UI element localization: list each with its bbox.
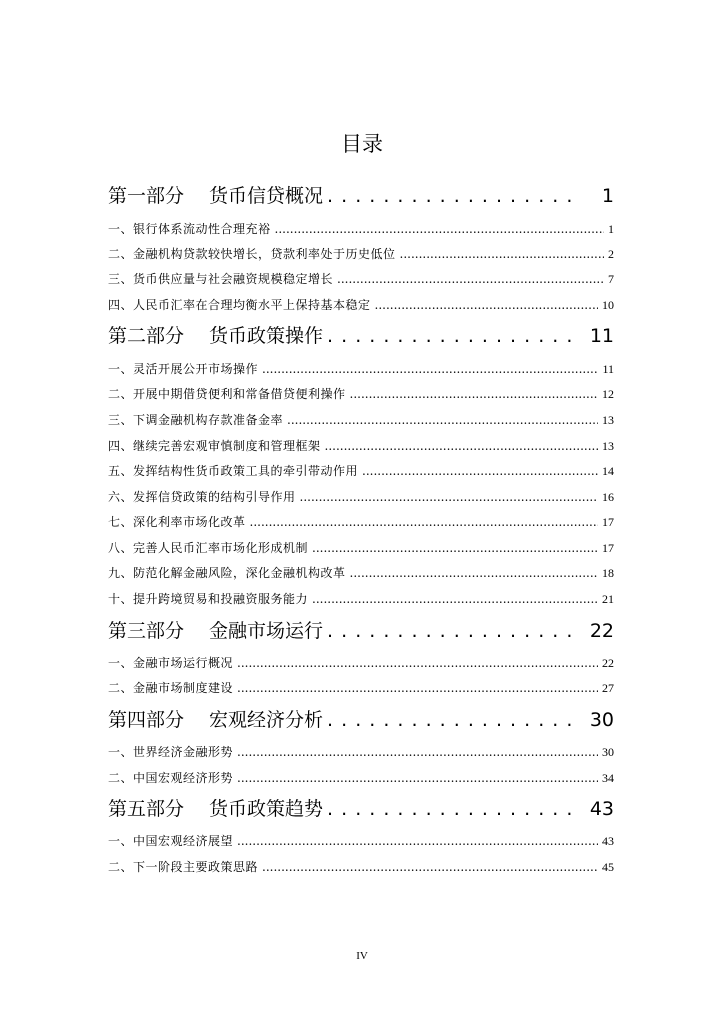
section-page-number: 22 [602,656,614,670]
toc-section-3-2[interactable] [108,679,614,697]
dot-leader [262,360,598,378]
part-page-number: 1 [601,185,614,207]
section-page-number: 13 [602,439,614,453]
dot-leader [250,513,598,531]
dot-leader [325,437,598,455]
dot-leader [312,539,598,557]
toc-section-5-1[interactable] [108,832,614,850]
dot-leader [327,618,580,644]
part-number: 第五部分 [108,798,185,820]
toc-section-4-2[interactable] [108,769,614,787]
dot-leader [327,323,580,349]
section-title: 三、货币供应量与社会融资规模稳定增长 [108,272,334,286]
dot-leader [237,654,598,672]
toc-section-2-8[interactable] [108,539,614,557]
part-title: 金融市场运行 [209,620,324,642]
dot-leader [350,564,598,582]
section-title: 六、发挥信贷政策的结构引导作用 [108,490,296,504]
section-page-number: 14 [602,464,614,478]
section-title: 二、下一阶段主要政策思路 [108,860,259,874]
toc-part-label [108,707,323,733]
section-page-number: 21 [602,592,614,606]
section-title: 七、深化利率市场化改革 [108,515,246,529]
part-number: 第二部分 [108,325,185,347]
toc-section-3-1[interactable] [108,654,614,672]
toc-part-label [108,323,323,349]
part-title: 货币政策趋势 [209,798,324,820]
toc-section-1-1[interactable] [108,220,614,238]
section-page-number: 13 [602,413,614,427]
page-title: 目录 [341,132,383,156]
section-page-number: 10 [602,298,614,312]
section-title: 一、中国宏观经济展望 [108,834,234,848]
section-page-number: 17 [602,541,614,555]
part-number: 第四部分 [108,709,185,731]
dot-leader [262,858,598,876]
toc-section-2-9[interactable] [108,564,614,582]
dot-leader [312,590,598,608]
toc-part-label [108,796,323,822]
section-page-number: 43 [602,834,614,848]
section-title: 四、人民币汇率在合理均衡水平上保持基本稳定 [108,298,371,312]
section-page-number: 1 [608,222,614,236]
section-page-number: 11 [602,362,614,376]
section-page-number: 16 [602,490,614,504]
section-title: 三、下调金融机构存款准备金率 [108,413,284,427]
section-title: 一、世界经济金融形势 [108,745,234,759]
toc-part-label [108,183,323,209]
page-number-footer: IV [356,950,368,962]
part-page-number: 11 [589,325,614,347]
part-title: 货币信贷概况 [209,185,324,207]
dot-leader [327,183,582,209]
section-title: 一、金融市场运行概况 [108,656,234,670]
section-page-number: 27 [602,681,614,695]
dot-leader [300,488,598,506]
toc-section-2-2[interactable] [108,385,614,403]
toc-section-2-6[interactable] [108,488,614,506]
section-page-number: 18 [602,566,614,580]
section-title: 四、继续完善宏观审慎制度和管理框架 [108,439,321,453]
section-title: 二、开展中期借贷便利和常备借贷便利操作 [108,387,346,401]
section-title: 一、银行体系流动性合理充裕 [108,222,271,236]
toc-part-4[interactable] [108,707,614,733]
dot-leader [362,462,598,480]
dot-leader [400,245,604,263]
dot-leader [237,679,598,697]
dot-leader [337,270,604,288]
section-page-number: 12 [602,387,614,401]
toc-section-2-4[interactable] [108,437,614,455]
toc-section-1-4[interactable] [108,296,614,314]
toc-section-1-2[interactable] [108,245,614,263]
part-page-number: 30 [589,709,614,731]
section-title: 九、防范化解金融风险，深化金融机构改革 [108,566,346,580]
section-page-number: 34 [602,771,614,785]
section-page-number: 30 [602,745,614,759]
section-page-number: 7 [608,272,614,286]
dot-leader [327,707,580,733]
toc-part-1[interactable] [108,183,614,209]
toc-part-3[interactable] [108,618,614,644]
toc-section-2-10[interactable] [108,590,614,608]
section-title: 十、提升跨境贸易和投融资服务能力 [108,592,309,606]
section-title: 二、金融市场制度建设 [108,681,234,695]
dot-leader [327,796,580,822]
section-page-number: 2 [608,247,614,261]
toc-section-5-2[interactable] [108,858,614,876]
dot-leader [237,832,598,850]
dot-leader [350,385,598,403]
section-title: 一、灵活开展公开市场操作 [108,362,259,376]
part-title: 宏观经济分析 [209,709,324,731]
section-title: 二、金融机构贷款较快增长，贷款利率处于历史低位 [108,247,396,261]
section-page-number: 45 [602,860,614,874]
dot-leader [275,220,604,238]
section-title: 二、中国宏观经济形势 [108,771,234,785]
section-title: 八、完善人民币汇率市场化形成机制 [108,541,309,555]
part-page-number: 22 [589,620,614,642]
toc-part-label [108,618,323,644]
toc-section-2-7[interactable] [108,513,614,531]
dot-leader [287,411,598,429]
part-title: 货币政策操作 [209,325,324,347]
toc-section-1-3[interactable] [108,270,614,288]
dot-leader [375,296,598,314]
dot-leader [237,769,598,787]
toc-section-2-1[interactable] [108,360,614,378]
part-number: 第一部分 [108,185,185,207]
toc-section-2-5[interactable] [108,462,614,480]
toc-section-2-3[interactable] [108,411,614,429]
section-title: 五、发挥结构性货币政策工具的牵引带动作用 [108,464,359,478]
section-page-number: 17 [602,515,614,529]
toc-section-4-1[interactable] [108,743,614,761]
dot-leader [237,743,598,761]
toc-part-2[interactable] [108,323,614,349]
part-page-number: 43 [589,798,614,820]
toc-part-5[interactable] [108,796,614,822]
part-number: 第三部分 [108,620,185,642]
